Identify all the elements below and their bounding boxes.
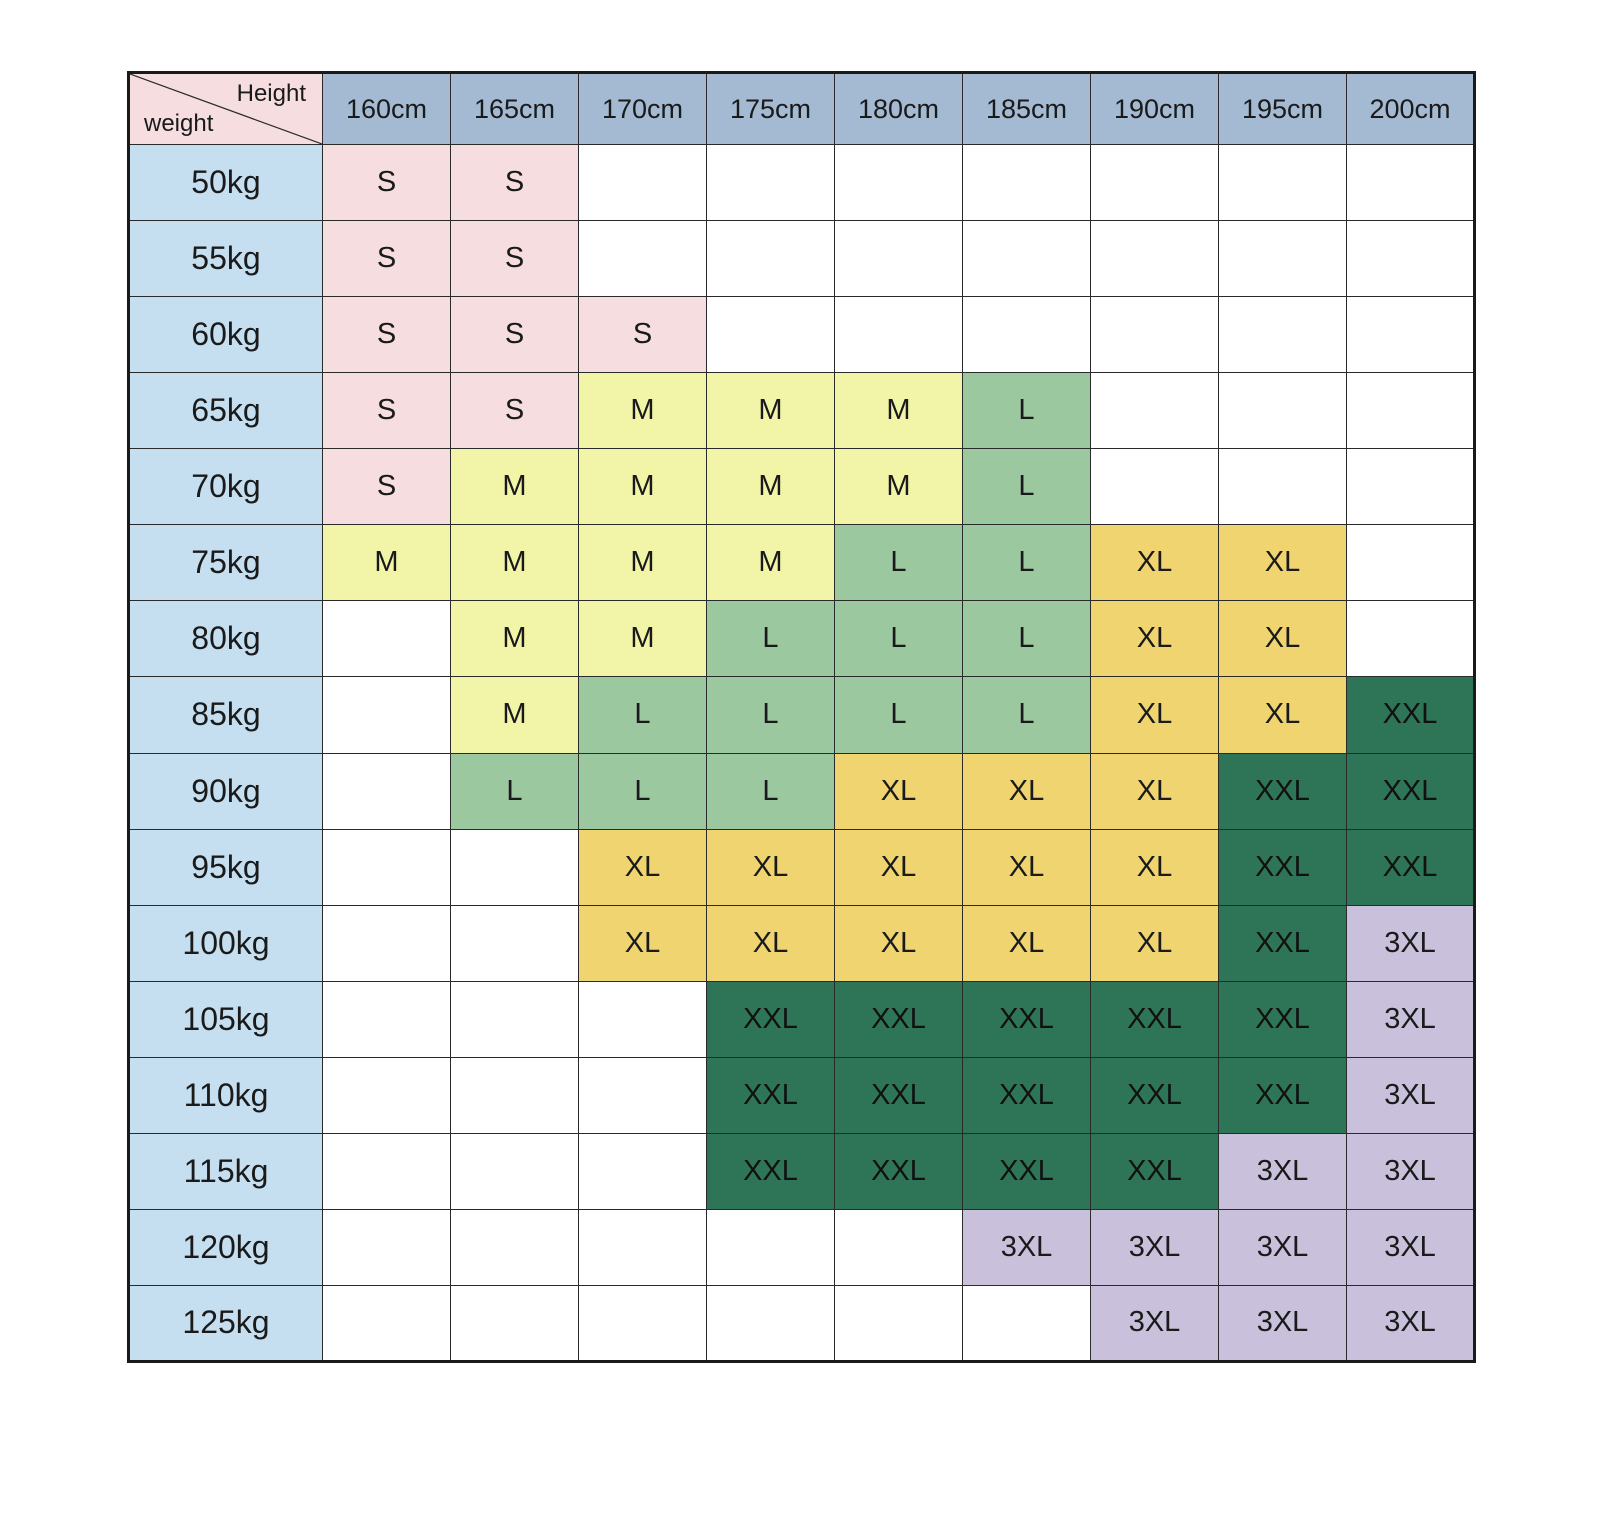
size-cell: S: [579, 297, 707, 373]
size-cell: [1347, 449, 1475, 525]
size-cell: M: [451, 677, 579, 753]
size-cell: S: [451, 221, 579, 297]
size-cell: 3XL: [1347, 1057, 1475, 1133]
size-cell: [451, 1133, 579, 1209]
size-cell: XXL: [1091, 1133, 1219, 1209]
size-cell: XXL: [835, 1057, 963, 1133]
weight-row: [129, 145, 1475, 221]
size-cell: XXL: [707, 1133, 835, 1209]
size-cell: XL: [579, 829, 707, 905]
height-header-cell: 160cm: [323, 73, 451, 145]
size-cell: 3XL: [1091, 1285, 1219, 1361]
size-cell: [1091, 145, 1219, 221]
size-cell: [1219, 221, 1347, 297]
size-cell: [1347, 145, 1475, 221]
size-cell: L: [707, 601, 835, 677]
weight-row: [129, 525, 1475, 601]
size-chart-body: [129, 145, 1475, 1362]
size-cell: [579, 1133, 707, 1209]
size-cell: [835, 1209, 963, 1285]
size-cell: [579, 221, 707, 297]
weight-header-cell: 115kg: [129, 1133, 323, 1209]
size-cell: [1347, 373, 1475, 449]
size-cell: XL: [1091, 905, 1219, 981]
size-cell: [835, 145, 963, 221]
size-cell: XL: [1219, 601, 1347, 677]
size-cell: [323, 753, 451, 829]
size-cell: [451, 1057, 579, 1133]
weight-header-cell: 110kg: [129, 1057, 323, 1133]
weight-header-cell: 55kg: [129, 221, 323, 297]
size-cell: 3XL: [1091, 1209, 1219, 1285]
weight-row: [129, 753, 1475, 829]
size-cell: [963, 145, 1091, 221]
size-cell: XL: [707, 905, 835, 981]
height-header-cell: 190cm: [1091, 73, 1219, 145]
size-cell: M: [835, 373, 963, 449]
height-header-cell: 180cm: [835, 73, 963, 145]
size-cell: 3XL: [1347, 1285, 1475, 1361]
size-cell: S: [323, 373, 451, 449]
weight-header-cell: 100kg: [129, 905, 323, 981]
size-cell: [835, 297, 963, 373]
size-cell: L: [835, 525, 963, 601]
size-cell: [451, 1209, 579, 1285]
size-cell: XL: [963, 753, 1091, 829]
size-cell: [1347, 525, 1475, 601]
weight-row: [129, 449, 1475, 525]
size-cell: M: [451, 601, 579, 677]
size-cell: XL: [835, 829, 963, 905]
size-cell: XXL: [1347, 677, 1475, 753]
size-cell: [835, 1285, 963, 1361]
size-cell: S: [323, 145, 451, 221]
size-cell: [323, 677, 451, 753]
corner-cell: [129, 73, 323, 145]
height-header-cell: 185cm: [963, 73, 1091, 145]
size-cell: [323, 1209, 451, 1285]
size-cell: XL: [1219, 677, 1347, 753]
size-cell: [1091, 449, 1219, 525]
size-cell: M: [707, 373, 835, 449]
weight-header-cell: 60kg: [129, 297, 323, 373]
size-cell: XXL: [835, 981, 963, 1057]
size-cell: XXL: [963, 981, 1091, 1057]
size-cell: 3XL: [1219, 1133, 1347, 1209]
size-cell: [1347, 221, 1475, 297]
size-cell: XXL: [707, 981, 835, 1057]
size-cell: XL: [1091, 525, 1219, 601]
size-cell: L: [579, 677, 707, 753]
size-cell: [1091, 221, 1219, 297]
weight-row: [129, 373, 1475, 449]
size-cell: M: [707, 525, 835, 601]
size-cell: [579, 1209, 707, 1285]
size-cell: M: [707, 449, 835, 525]
size-cell: 3XL: [963, 1209, 1091, 1285]
size-cell: M: [579, 449, 707, 525]
size-cell: L: [963, 449, 1091, 525]
size-cell: XL: [835, 905, 963, 981]
size-cell: XXL: [1091, 1057, 1219, 1133]
size-cell: S: [323, 449, 451, 525]
size-cell: XXL: [1219, 753, 1347, 829]
size-cell: [1091, 297, 1219, 373]
size-cell: XXL: [1219, 829, 1347, 905]
weight-header-cell: 75kg: [129, 525, 323, 601]
weight-row: [129, 1209, 1475, 1285]
size-cell: [579, 1057, 707, 1133]
size-cell: [323, 981, 451, 1057]
weight-header-cell: 95kg: [129, 829, 323, 905]
weight-row: [129, 297, 1475, 373]
size-cell: XL: [579, 905, 707, 981]
size-cell: S: [323, 297, 451, 373]
size-cell: XXL: [1219, 1057, 1347, 1133]
size-cell: XXL: [963, 1133, 1091, 1209]
corner-weight-label: weight: [144, 110, 214, 137]
weight-row: [129, 905, 1475, 981]
weight-row: [129, 221, 1475, 297]
size-cell: [579, 981, 707, 1057]
weight-row: [129, 1285, 1475, 1361]
size-cell: [323, 829, 451, 905]
height-header-row: [129, 73, 1475, 145]
height-header-cell: 175cm: [707, 73, 835, 145]
size-cell: 3XL: [1219, 1285, 1347, 1361]
size-cell: L: [963, 373, 1091, 449]
size-cell: XL: [1091, 677, 1219, 753]
size-cell: 3XL: [1347, 981, 1475, 1057]
size-cell: XXL: [707, 1057, 835, 1133]
size-cell: [1091, 373, 1219, 449]
size-cell: XL: [835, 753, 963, 829]
size-cell: L: [707, 753, 835, 829]
weight-header-cell: 120kg: [129, 1209, 323, 1285]
size-cell: [451, 981, 579, 1057]
weight-header-cell: 80kg: [129, 601, 323, 677]
height-header-cell: 165cm: [451, 73, 579, 145]
size-cell: XXL: [963, 1057, 1091, 1133]
size-cell: [963, 297, 1091, 373]
size-cell: 3XL: [1347, 905, 1475, 981]
size-cell: [579, 145, 707, 221]
size-cell: [323, 905, 451, 981]
corner-height-label: Height: [236, 80, 306, 107]
size-cell: L: [835, 601, 963, 677]
size-cell: L: [707, 677, 835, 753]
size-cell: XL: [1219, 525, 1347, 601]
size-cell: XL: [707, 829, 835, 905]
size-cell: M: [451, 525, 579, 601]
size-cell: [323, 1285, 451, 1361]
size-cell: [1219, 373, 1347, 449]
size-cell: S: [451, 297, 579, 373]
weight-header-cell: 70kg: [129, 449, 323, 525]
weight-header-cell: 125kg: [129, 1285, 323, 1361]
size-cell: L: [451, 753, 579, 829]
weight-header-cell: 85kg: [129, 677, 323, 753]
weight-header-cell: 65kg: [129, 373, 323, 449]
size-cell: XXL: [1219, 905, 1347, 981]
size-cell: M: [579, 373, 707, 449]
size-cell: [451, 1285, 579, 1361]
weight-row: [129, 981, 1475, 1057]
size-cell: [451, 829, 579, 905]
size-cell: L: [963, 601, 1091, 677]
size-cell: 3XL: [1347, 1133, 1475, 1209]
size-cell: XXL: [835, 1133, 963, 1209]
size-cell: M: [835, 449, 963, 525]
size-cell: [963, 221, 1091, 297]
size-cell: L: [579, 753, 707, 829]
weight-row: [129, 601, 1475, 677]
height-header-cell: 170cm: [579, 73, 707, 145]
weight-row: [129, 677, 1475, 753]
size-cell: XXL: [1347, 753, 1475, 829]
weight-row: [129, 1133, 1475, 1209]
size-cell: [963, 1285, 1091, 1361]
size-cell: S: [451, 373, 579, 449]
size-cell: 3XL: [1347, 1209, 1475, 1285]
height-header-cell: 200cm: [1347, 73, 1475, 145]
size-cell: [323, 1057, 451, 1133]
size-chart-table: [127, 71, 1476, 1363]
size-cell: [707, 221, 835, 297]
size-cell: [579, 1285, 707, 1361]
size-cell: M: [451, 449, 579, 525]
size-cell: XL: [1091, 753, 1219, 829]
size-cell: XL: [1091, 829, 1219, 905]
weight-row: [129, 829, 1475, 905]
size-cell: [1219, 449, 1347, 525]
size-cell: [707, 1285, 835, 1361]
weight-header-cell: 105kg: [129, 981, 323, 1057]
size-cell: L: [963, 525, 1091, 601]
size-cell: M: [323, 525, 451, 601]
weight-row: [129, 1057, 1475, 1133]
size-cell: XXL: [1347, 829, 1475, 905]
size-cell: XXL: [1091, 981, 1219, 1057]
size-cell: XL: [963, 905, 1091, 981]
size-cell: [1219, 145, 1347, 221]
weight-header-cell: 50kg: [129, 145, 323, 221]
size-cell: [451, 905, 579, 981]
weight-header-cell: 90kg: [129, 753, 323, 829]
size-cell: L: [963, 677, 1091, 753]
size-cell: L: [835, 677, 963, 753]
size-cell: [1347, 601, 1475, 677]
size-cell: S: [451, 145, 579, 221]
size-cell: 3XL: [1219, 1209, 1347, 1285]
height-header-cell: 195cm: [1219, 73, 1347, 145]
size-cell: XXL: [1219, 981, 1347, 1057]
size-cell: [323, 601, 451, 677]
size-cell: [835, 221, 963, 297]
size-cell: [707, 145, 835, 221]
size-cell: M: [579, 601, 707, 677]
size-cell: XL: [963, 829, 1091, 905]
size-cell: S: [323, 221, 451, 297]
size-cell: XL: [1091, 601, 1219, 677]
size-cell: [707, 297, 835, 373]
size-cell: [1347, 297, 1475, 373]
size-cell: M: [579, 525, 707, 601]
size-cell: [707, 1209, 835, 1285]
size-cell: [1219, 297, 1347, 373]
size-cell: [323, 1133, 451, 1209]
